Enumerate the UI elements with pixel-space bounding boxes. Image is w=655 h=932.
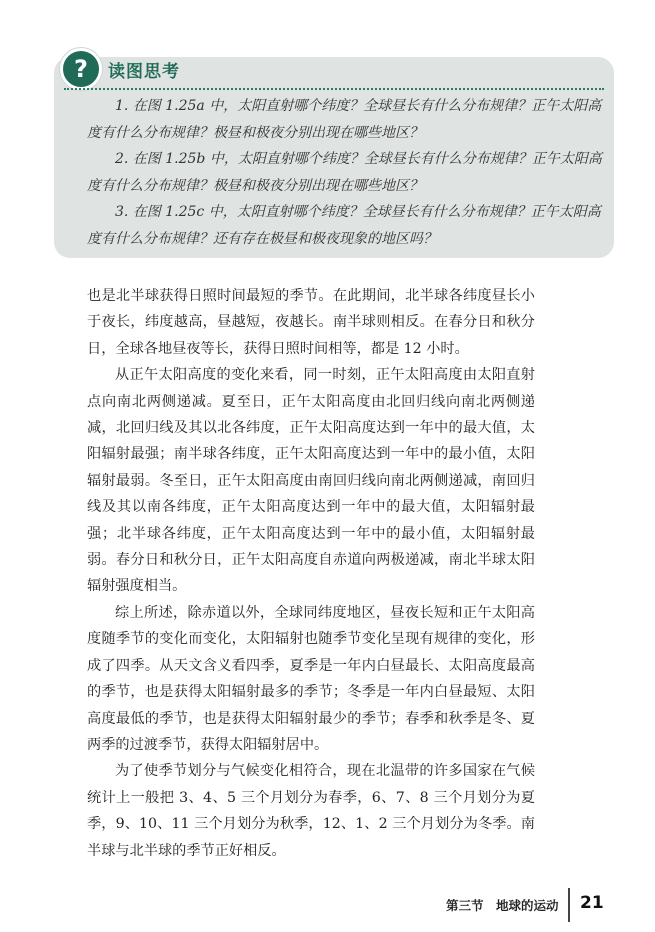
question-3: 3. 在图 1.25c 中，太阳直射哪个纬度？全球昼长有什么分布规律？正午太阳高度有什么分布规律？还有存在极昼和极夜现象的地区吗？: [87, 204, 601, 247]
body-text: [87, 283, 535, 864]
paragraph-4: 为了使季节划分与气候变化相符合，现在北温带的许多国家在气候统计上一般把 3、4、5 三个月划分为春季，6、7、8 三个月划分为夏季，9、10、11 三个月划分为秋季，12、1、2 三个月划分为冬季。南半球与北半球的季节正好相反。: [87, 763, 535, 859]
question-1: 1. 在图 1.25a 中，太阳直射哪个纬度？全球昼长有什么分布规律？正午太阳高度有什么分布规律？极昼和极夜分别出现在哪些地区？: [87, 98, 602, 141]
paragraph-3: 综上所述，除赤道以外，全球同纬度地区，昼夜长短和正午太阳高度随季节的变化而变化，太阳辐射也随季节变化呈现有规律的变化，形成了四季。从天文含义看四季，夏季是一年内白昼最长、太阳高度最高的季节，也是获得太阳辐射最多的季节；冬季是一年内白昼最短、太阳高度最低的季节，也是获得太阳辐射最少的季节；春季和秋季是冬、夏两季的过渡季节，获得太阳辐射居中。: [87, 604, 535, 753]
question-mark-icon: ?: [60, 48, 102, 90]
thinking-box-title: 读图思考: [108, 61, 180, 82]
page-number: 21: [580, 893, 604, 913]
thinking-box-header: [60, 52, 180, 86]
paragraph-2: 从正午太阳高度的变化来看，同一时刻，正午太阳高度由太阳直射点向南北两侧递减。夏至日，正午太阳高度由北回归线向南北两侧递减，北回归线及其以北各纬度，正午太阳高度达到一年中的最大值，太阳辐射最强；南半球各纬度，正午太阳高度达到一年中的最小值，太阳辐射最弱。冬至日，正午太阳高度由南回归线向南北两侧递减，南回归线及其以南各纬度，正午太阳高度达到一年中的最大值，太阳辐射最强；北半球各纬度，正午太阳高度达到一年中的最小值，太阳辐射最弱。春分日和秋分日，正午太阳高度自赤道向两极递减，南北半球太阳辐射强度相当。: [87, 367, 535, 595]
paragraph-1: 也是北半球获得日照时间最短的季节。在此期间，北半球各纬度昼长小于夜长，纬度越高，昼越短，夜越长。南半球则相反。在春分日和秋分日，全球各地昼夜等长，获得日照时间相等，都是 12 小时。: [87, 288, 535, 357]
section-label: 第三节 地球的运动: [446, 898, 559, 913]
footer-divider: [568, 888, 570, 922]
question-2: 2. 在图 1.25b 中，太阳直射哪个纬度？全球昼长有什么分布规律？正午太阳高度有什么分布规律？极昼和极夜分别出现在哪些地区？: [87, 151, 602, 194]
thinking-questions: [87, 93, 607, 252]
dotted-divider: [64, 88, 604, 90]
